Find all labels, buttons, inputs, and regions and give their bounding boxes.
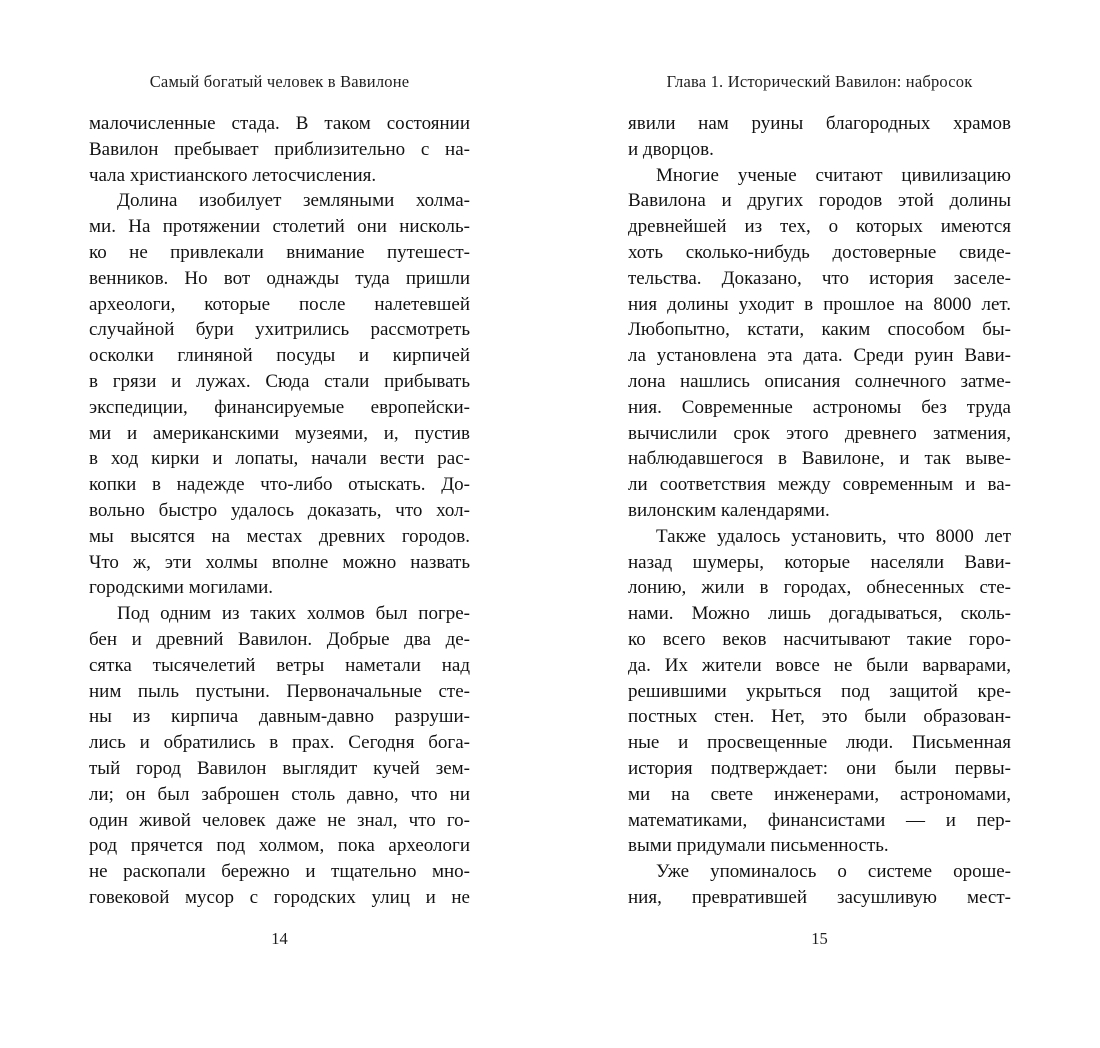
text-line: ные и просвещенные люди. Письменная (628, 732, 1011, 754)
running-header-left: Самый богатый человек в Вавилоне (149, 72, 410, 91)
text-line: постных стен. Нет, это были образован- (628, 706, 1011, 728)
text-line: вилонским календарями. (628, 499, 830, 521)
text-line: Уже упоминалось о системе ороше- (656, 861, 1011, 883)
text-line: ния долины уходит в прошлое на 8000 лет. (628, 293, 1011, 315)
text-line: сятка тысячелетий ветры наметали над (89, 654, 470, 676)
text-line: ли соответствия между современным и ва- (628, 474, 1011, 496)
text-line: тельства. Доказано, что история заселе- (628, 267, 1011, 289)
text-line: Долина изобилует земляными холма- (117, 190, 470, 212)
text-line: ми и американскими музеями, и, пустив (89, 422, 470, 444)
text-line: копки в надежде что-либо отыскать. До- (89, 474, 470, 496)
text-line: ним пыль пустыни. Первоначальные сте- (89, 680, 470, 702)
page-body-text-right (628, 111, 1011, 911)
text-line: лона нашлись описания солнечного затме- (628, 370, 1011, 392)
text-line: да. Их жители вовсе не были варварами, (628, 654, 1011, 676)
text-line: один живой человек даже не знал, что го- (89, 809, 470, 831)
text-line: ния, превратившей засушливую мест- (628, 886, 1011, 908)
text-line: ла установлена эта дата. Среди руин Вави- (628, 345, 1011, 367)
text-line: древнейшей из тех, о которых имеются (628, 216, 1011, 238)
text-line: в грязи и лужах. Сюда стали прибывать (89, 370, 470, 392)
page-number-right: 15 (811, 929, 828, 948)
text-line: Многие ученые считают цивилизацию (656, 164, 1011, 186)
text-line: не раскопали бережно и тщательно мно- (89, 861, 470, 883)
text-line: Любопытно, кстати, каким способом бы- (628, 319, 1011, 341)
text-line: математиками, финансистами — и пер- (628, 809, 1011, 831)
text-line: ко всего веков насчитывают такие горо- (628, 628, 1011, 650)
text-line: и дворцов. (628, 138, 714, 160)
page-right (628, 0, 1011, 1048)
page-left (89, 0, 470, 1048)
text-line: ли; он был заброшен столь давно, что ни (89, 783, 470, 805)
text-line: Что ж, эти холмы вполне можно назвать (89, 551, 470, 573)
text-line: лонию, жили в городах, обнесенных сте- (628, 577, 1011, 599)
text-line: Вавилон пребывает приблизительно с на- (89, 138, 470, 160)
text-line: ко не привлекали внимание путешест- (89, 241, 470, 263)
text-line: говековой мусор с городских улиц и не (89, 886, 470, 908)
text-line: малочисленные стада. В таком состоянии (89, 113, 470, 134)
text-line: нами. Можно лишь догадываться, сколь- (628, 603, 1011, 625)
text-line: ми на свете инженерами, астрономами, (628, 783, 1011, 805)
text-line: в ход кирки и лопаты, начали вести рас- (89, 448, 470, 470)
text-line: хоть сколько-нибудь достоверные свиде- (628, 241, 1011, 263)
text-line: лись и обратились в прах. Сегодня бога- (89, 732, 470, 754)
text-line: решившими укрыться под защитой кре- (628, 680, 1011, 702)
text-line: назад шумеры, которые населяли Вави- (628, 551, 1011, 573)
text-line: чала христианского летосчисления. (89, 164, 377, 186)
text-line: история подтверждает: они были первы- (628, 757, 1011, 779)
page-number-left: 14 (271, 929, 288, 948)
page-body-text-left (89, 111, 470, 911)
text-line: ния. Современные астрономы без труда (628, 396, 1011, 418)
text-line: вольно быстро удалось доказать, что хол- (89, 499, 470, 521)
text-line: род прячется под холмом, пока археологи (89, 835, 470, 857)
text-line: вычислили срок этого древнего затмения, (628, 422, 1011, 444)
text-line: городскими могилами. (89, 577, 274, 599)
text-line: явили нам руины благородных храмов (628, 113, 1011, 134)
text-line: мы высятся на местах древних городов. (89, 525, 470, 547)
text-line: ми. На протяжении столетий они нисколь- (89, 216, 470, 238)
text-line: выми придумали письменность. (628, 835, 889, 857)
text-line: Вавилона и других городов этой долины (628, 190, 1011, 212)
text-line: осколки глиняной посуды и кирпичей (89, 345, 470, 367)
text-line: Также удалось установить, что 8000 лет (656, 525, 1011, 547)
text-line: бен и древний Вавилон. Добрые два де- (89, 628, 470, 650)
text-line: археологи, которые после налетевшей (89, 293, 470, 315)
text-line: наблюдавшегося в Вавилоне, и так выве- (628, 448, 1011, 470)
text-line: тый город Вавилон выглядит кучей зем- (89, 757, 470, 779)
text-line: случайной бури ухитрились рассмотреть (89, 319, 470, 341)
text-line: венников. Но вот однажды туда пришли (89, 267, 470, 289)
text-line: экспедиции, финансируемые европейски- (89, 396, 470, 418)
text-line: Под одним из таких холмов был погре- (117, 603, 470, 625)
running-header-right: Глава 1. Исторический Вавилон: набросок (666, 72, 973, 91)
text-line: ны из кирпича давным-давно разруши- (89, 706, 470, 728)
